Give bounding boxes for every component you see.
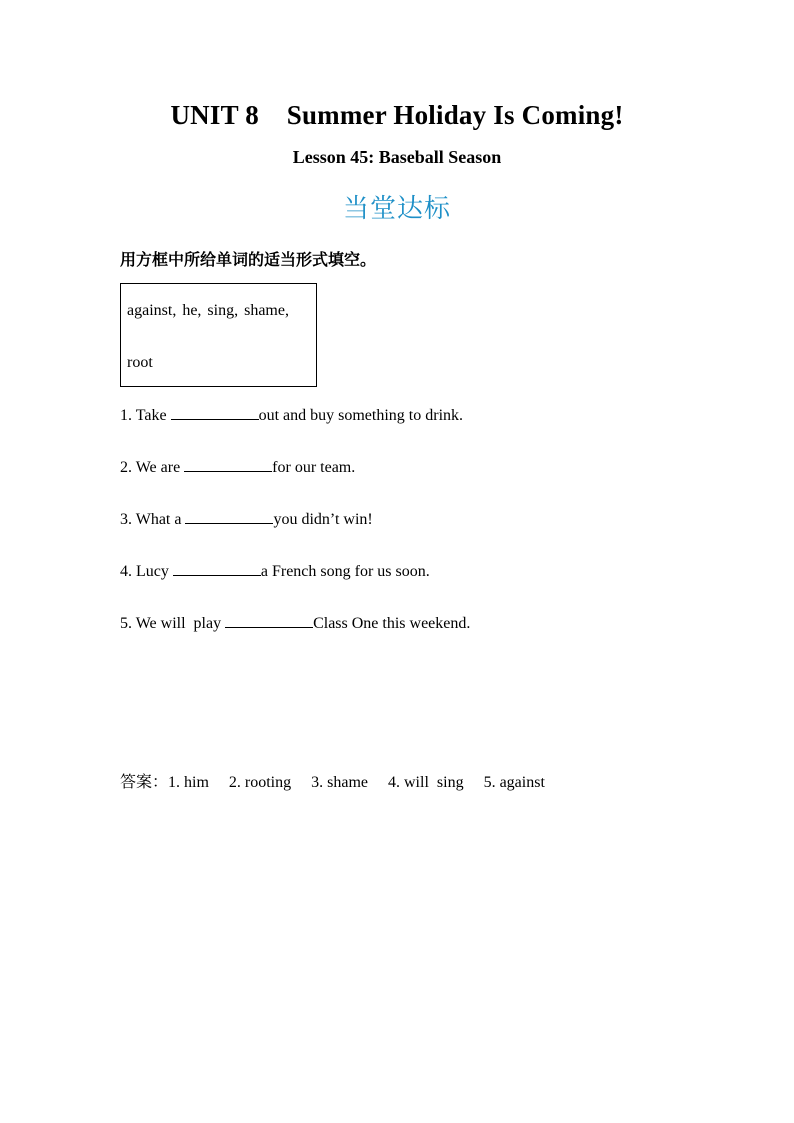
answer-blank-2[interactable] (184, 457, 272, 472)
word-box (120, 283, 317, 387)
question-3-before: 3. What a (120, 511, 182, 528)
answer-key (120, 769, 565, 792)
answer-item: 2. rooting (228, 774, 292, 791)
question-3 (120, 509, 373, 529)
answer-blank-3[interactable] (185, 509, 273, 524)
question-2-before: 2. We are (120, 459, 181, 476)
question-5 (120, 613, 470, 633)
question-1-before: 1. Take (120, 407, 167, 424)
answer-item: 5. against (483, 774, 545, 791)
answer-blank-5[interactable] (225, 613, 313, 628)
answer-item: 3. shame (311, 774, 368, 791)
unit-title: UNIT 8 Summer Holiday Is Coming! (170, 100, 624, 130)
question-5-before: 5. We will play (120, 615, 222, 632)
answer-item: 1. him (168, 774, 209, 791)
answer-blank-1[interactable] (171, 405, 259, 420)
question-2 (120, 457, 355, 477)
answer-key-label: 答案： (120, 772, 169, 791)
question-1-after: out and buy something to drink. (258, 407, 464, 424)
question-4 (120, 561, 430, 581)
question-2-after: for our team. (272, 459, 356, 476)
question-1 (120, 405, 463, 425)
lesson-title: Lesson 45: Baseball Season (292, 147, 502, 167)
question-3-after: you didn’t win! (273, 511, 373, 528)
section-title: 当堂达标 (342, 194, 451, 224)
question-5-after: Class One this weekend. (313, 615, 471, 632)
word-box-line-1: against, he, sing, shame, (127, 302, 289, 319)
answer-item: 4. will sing (388, 774, 464, 791)
word-box-line-2: root (127, 354, 153, 371)
question-4-before: 4. Lucy (120, 563, 169, 580)
exercise-instruction: 用方框中所给单词的适当形式填空。 (120, 250, 377, 269)
answer-blank-4[interactable] (173, 561, 261, 576)
question-4-after: a French song for us soon. (260, 563, 430, 580)
